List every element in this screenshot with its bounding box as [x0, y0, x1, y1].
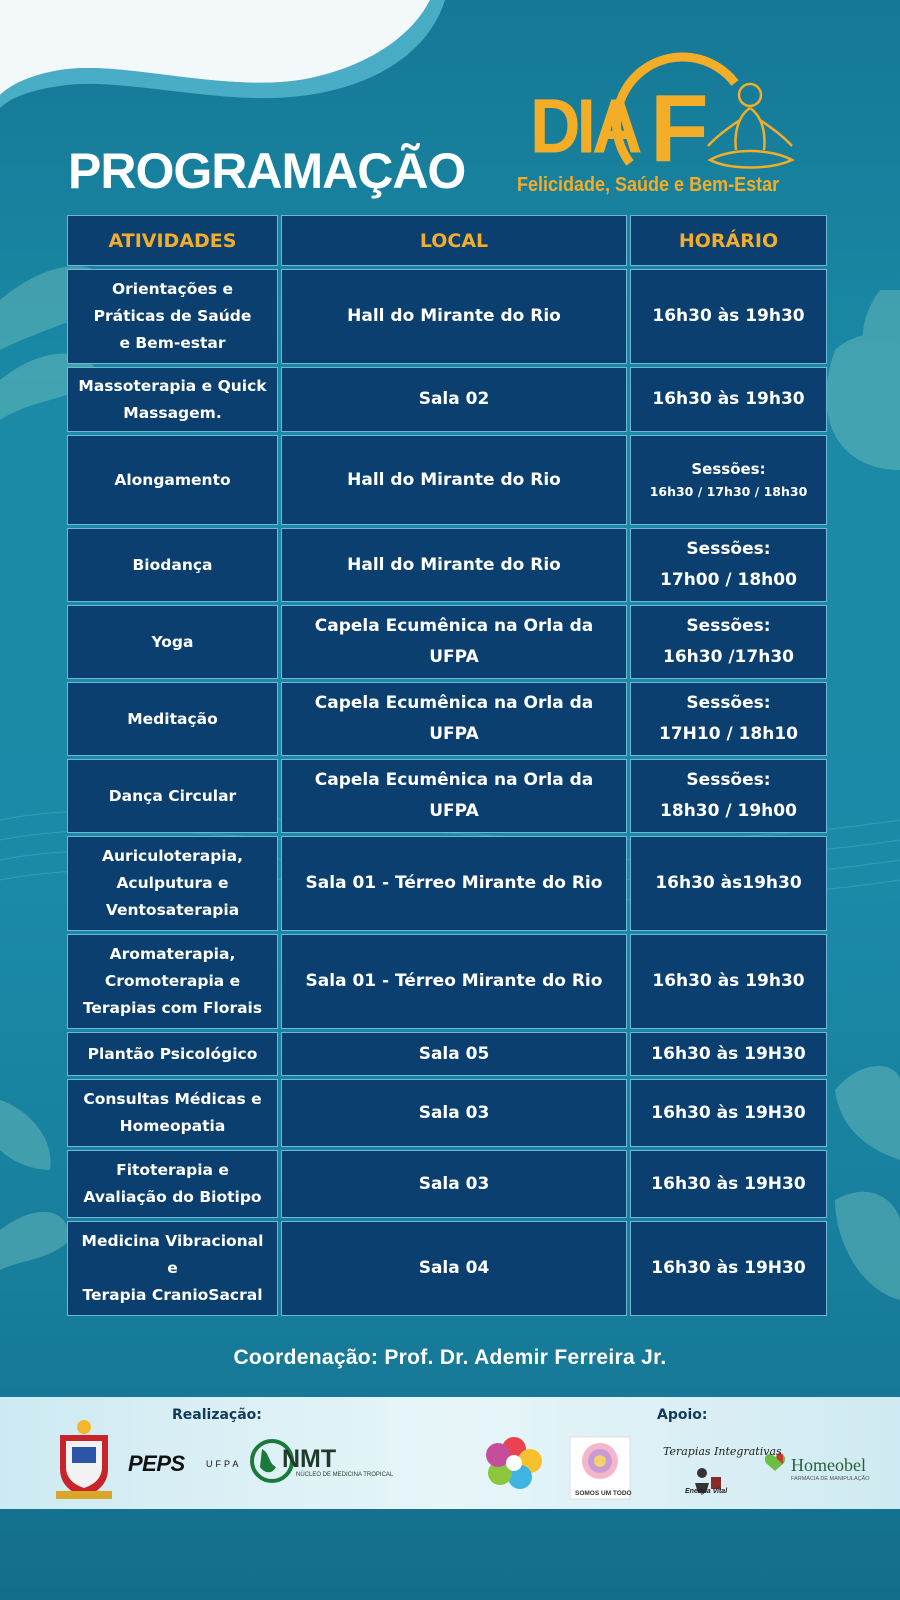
time-cell-line: Sessões: [686, 770, 771, 790]
time-cell [630, 934, 827, 1029]
location-cell [281, 682, 627, 756]
nmt-subtitle: NÚCLEO DE MEDICINA TROPICAL [296, 1472, 394, 1478]
time-cell-line: Sessões: [686, 693, 771, 713]
location-cell-line: Hall do Mirante do Rio [347, 306, 561, 326]
location-cell-line: Sala 04 [418, 1258, 490, 1278]
coordination-text: Coordenação: Prof. Dr. Ademir Ferreira Jr. [233, 1346, 667, 1369]
location-cell [281, 836, 627, 931]
activity-cell-line: Biodança [132, 555, 213, 574]
table-row [67, 269, 827, 364]
activity-cell [67, 1150, 278, 1218]
table-row [67, 1221, 827, 1316]
time-cell-line: 16h30 às 19h30 [652, 971, 805, 991]
logo-f-text: F [650, 75, 709, 182]
time-cell-line: 16h30 às19h30 [655, 873, 802, 893]
location-cell [281, 269, 627, 364]
location-cell [281, 435, 627, 525]
activity-cell [67, 1032, 278, 1076]
time-cell [630, 1032, 827, 1076]
time-cell [630, 269, 827, 364]
table-row [67, 682, 827, 756]
time-cell-line: 16h30 / 17h30 / 18h30 [649, 484, 808, 499]
table-row [67, 1079, 827, 1147]
time-cell [630, 682, 827, 756]
activity-cell [67, 759, 278, 833]
page-title: PROGRAMAÇÃO [68, 143, 466, 199]
time-cell-line: 16h30 às 19h30 [652, 389, 805, 409]
schedule-table [64, 212, 830, 1319]
time-cell [630, 528, 827, 602]
table-row [67, 605, 827, 679]
terapias-logo-text: Terapias Integrativas [663, 1445, 782, 1458]
time-cell-line: 16h30 às 19H30 [651, 1043, 806, 1064]
location-cell [281, 1221, 627, 1316]
time-cell-line: 16h30 /17h30 [663, 647, 794, 667]
table-row [67, 528, 827, 602]
time-cell-line: 16h30 às 19H30 [651, 1258, 806, 1278]
location-cell-line: Sala 01 - Térreo Mirante do Rio [305, 971, 603, 991]
dia-f-logo [517, 38, 820, 208]
location-cell-line: Hall do Mirante do Rio [347, 554, 561, 575]
activity-cell-line: Avaliação do Biotipo [83, 1188, 262, 1206]
location-cell-line: Sala 03 [418, 1102, 490, 1123]
activity-cell-line: Aromaterapia, [109, 945, 236, 963]
activity-cell-line: Massoterapia e Quick [78, 376, 267, 395]
location-cell-line: Hall do Mirante do Rio [347, 469, 561, 490]
time-cell-line: 17h00 / 18h00 [660, 570, 797, 590]
activity-cell-line: Orientações e [111, 280, 234, 298]
location-cell-line: Sala 01 - Térreo Mirante do Rio [305, 873, 603, 893]
location-cell-line: UFPA [429, 647, 479, 667]
footer-sponsors [0, 1397, 900, 1509]
table-row [67, 435, 827, 525]
activity-cell-line: Aculputura e [116, 874, 229, 892]
activity-cell-line: Dança Circular [108, 786, 237, 805]
location-cell [281, 934, 627, 1029]
location-cell [281, 1032, 627, 1076]
time-cell [630, 367, 827, 432]
location-cell-line: UFPA [429, 801, 479, 821]
activity-cell-line: Homeopatia [119, 1117, 226, 1135]
time-cell-line: 16h30 às 19H30 [651, 1102, 806, 1123]
time-cell-line: 17H10 / 18h10 [658, 724, 798, 744]
time-cell [630, 1079, 827, 1147]
header-location: LOCAL [281, 215, 627, 266]
activity-cell [67, 269, 278, 364]
activity-cell-line: Massagem. [123, 403, 222, 422]
table-row [67, 1150, 827, 1218]
location-cell [281, 605, 627, 679]
activity-cell [67, 1221, 278, 1316]
somos-logo-text: SOMOS UM TODO [575, 1490, 632, 1497]
logo-dia-text: DIA [530, 83, 639, 169]
homeobel-subtitle: FARMÁCIA DE MANIPULAÇÃO [791, 1476, 870, 1482]
location-cell [281, 759, 627, 833]
table-row [67, 836, 827, 931]
table-header-row [67, 215, 827, 266]
realizacao-label: Realização: [172, 1407, 262, 1423]
activity-cell-line: Plantão Psicológico [87, 1044, 258, 1063]
time-cell [630, 605, 827, 679]
activity-cell-line: Terapia CranioSacral [82, 1286, 263, 1304]
nmt-logo-text: NMT [282, 1445, 337, 1473]
location-cell [281, 367, 627, 432]
homeobel-logo-text: Homeobel [791, 1455, 866, 1475]
table-row [67, 934, 827, 1029]
activity-cell-line: Cromoterapia e [104, 972, 241, 990]
location-cell-line: Sala 05 [418, 1043, 490, 1064]
activity-cell [67, 934, 278, 1029]
time-cell [630, 1221, 827, 1316]
time-cell [630, 759, 827, 833]
peps-logo-text: PEPS [128, 1451, 185, 1476]
table-row [67, 367, 827, 432]
activity-cell [67, 435, 278, 525]
location-cell-line: Capela Ecumênica na Orla da [314, 693, 594, 713]
activity-cell [67, 1079, 278, 1147]
activity-cell-line: Medicina Vibracional e [81, 1232, 264, 1277]
header-activities: ATIVIDADES [67, 215, 278, 266]
activity-cell [67, 836, 278, 931]
activity-cell-line: Fitoterapia e [116, 1161, 229, 1179]
activity-cell-line: Terapias com Florais [82, 999, 263, 1017]
activity-cell-line: Auriculoterapia, [102, 847, 243, 865]
logo-subtitle: Felicidade, Saúde e Bem-Estar [517, 174, 780, 196]
activity-cell-line: Ventosaterapia [105, 901, 240, 919]
time-cell [630, 1150, 827, 1218]
location-cell-line: Capela Ecumênica na Orla da [314, 770, 594, 790]
header-time: HORÁRIO [630, 215, 827, 266]
location-cell [281, 1150, 627, 1218]
location-cell-line: UFPA [429, 724, 479, 744]
activity-cell-line: Consultas Médicas e [83, 1090, 262, 1108]
peps-ufpa-text: UFPA [206, 1459, 242, 1469]
activity-cell-line: Meditação [127, 709, 218, 728]
activity-cell [67, 528, 278, 602]
time-cell-line: Sessões: [686, 616, 771, 636]
apoio-label: Apoio: [657, 1407, 708, 1423]
location-cell-line: Capela Ecumênica na Orla da [314, 616, 594, 636]
ufpa-crest-icon [56, 1420, 112, 1499]
location-cell-line: Sala 02 [418, 389, 490, 409]
time-cell-line: Sessões: [686, 539, 771, 559]
terapias-subtitle: Energia Vital [685, 1488, 728, 1495]
activity-cell-line: Práticas de Saúde [93, 307, 252, 325]
activity-cell-line: e Bem-estar [119, 334, 226, 352]
time-cell-line: 16h30 às 19h30 [652, 306, 805, 326]
table-row [67, 1032, 827, 1076]
time-cell [630, 435, 827, 525]
table-row [67, 759, 827, 833]
activity-cell [67, 367, 278, 432]
activity-cell [67, 605, 278, 679]
meditation-icon [708, 84, 792, 168]
location-cell [281, 528, 627, 602]
activity-cell-line: Yoga [151, 632, 194, 651]
time-cell-line: 18h30 / 19h00 [660, 801, 797, 821]
activity-cell [67, 682, 278, 756]
time-cell-line: 16h30 às 19H30 [651, 1173, 806, 1194]
time-cell-line: Sessões: [691, 460, 766, 478]
location-cell [281, 1079, 627, 1147]
location-cell-line: Sala 03 [418, 1173, 490, 1194]
time-cell [630, 836, 827, 931]
activity-cell-line: Alongamento [114, 470, 231, 489]
flower-logo-icon [486, 1437, 542, 1489]
